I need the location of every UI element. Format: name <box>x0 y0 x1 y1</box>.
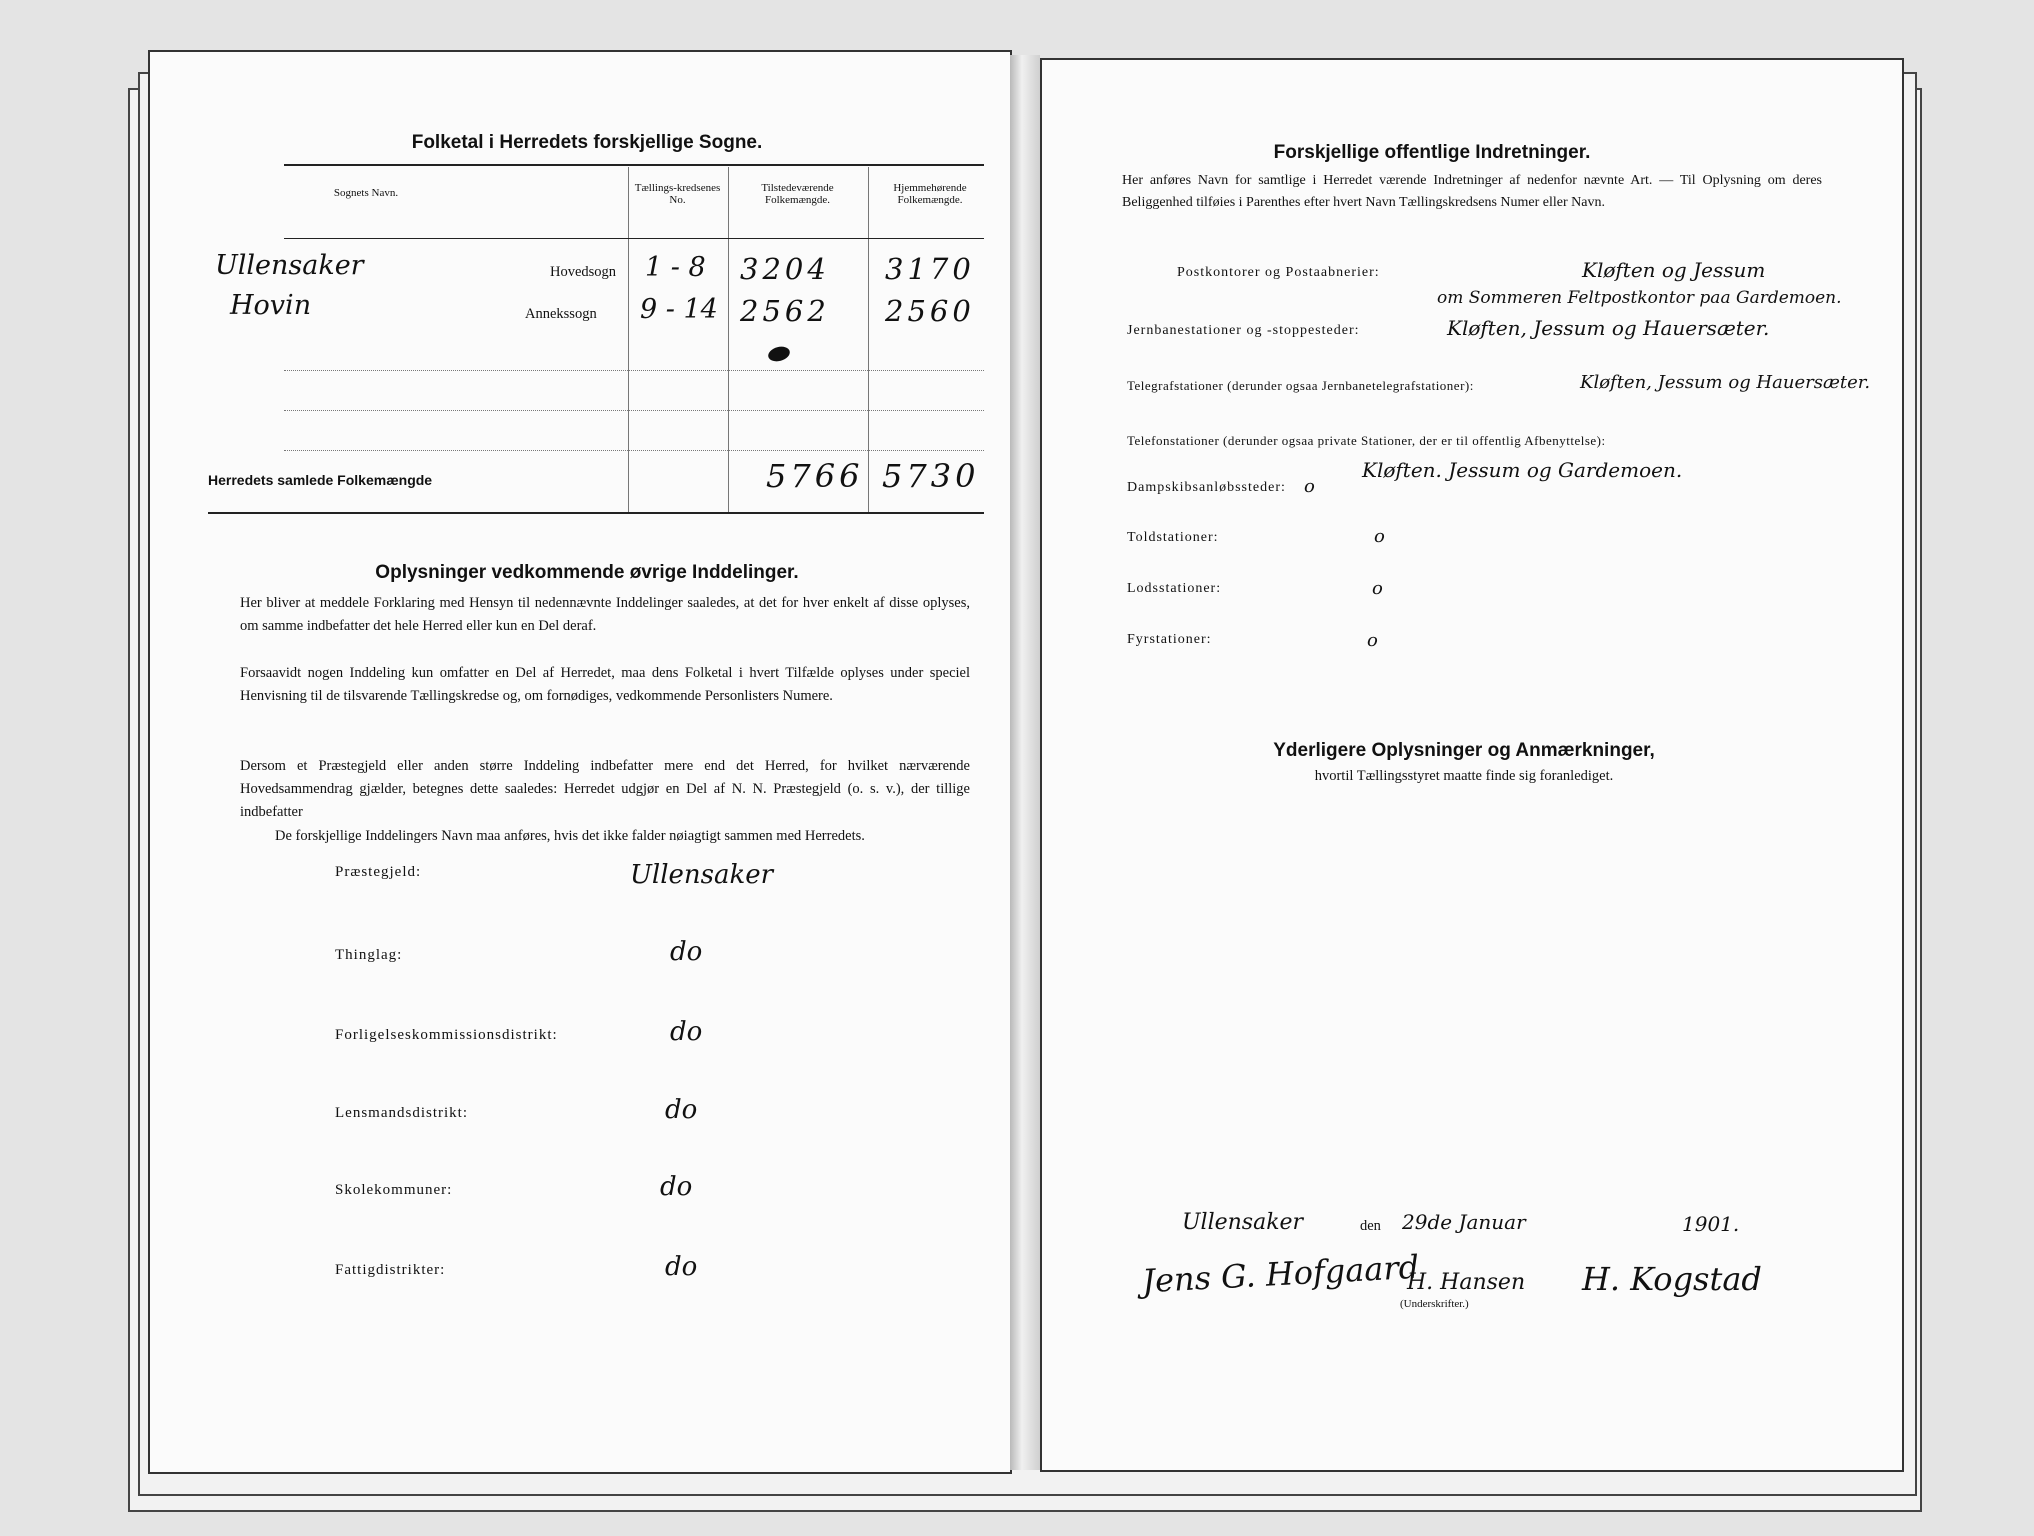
date-den: den <box>1360 1218 1381 1234</box>
column-rule <box>728 167 729 512</box>
total-rule <box>208 512 984 514</box>
left-page <box>148 50 1012 1474</box>
division-value-forligelses: do <box>670 1017 703 1047</box>
paragraph-1: Her bliver at meddele Forklaring med Hensyn til nedennævnte Inddelinger saaledes, at det for hver enkelt af disse oplyses, om samme indbefatter det hele Herred eller kun en Del deraf. <box>240 595 970 634</box>
signature-1: Jens G. Hofgaard <box>1141 1247 1420 1301</box>
right-page <box>1040 58 1904 1472</box>
row1-sogn-name: Ullensaker <box>215 250 364 281</box>
row1-sogn-type: Hovedsogn <box>550 264 617 280</box>
division-label-lensmand: Lensmandsdistrikt: <box>335 1105 468 1121</box>
header-rule <box>284 238 984 239</box>
paragraph-4: De forskjellige Inddelingers Navn maa anføres, hvis det ikke falder nøiagtigt sammen med Herredets. <box>275 828 865 844</box>
total-label: Herredets samlede Folkemængde <box>208 472 433 488</box>
division-label-praestegjeld: Præstegjeld: <box>335 864 422 880</box>
row2-sogn-name: Hovin <box>230 290 312 321</box>
row1-tilstede: 3204 <box>740 252 830 286</box>
empty-row-rule <box>284 410 984 411</box>
total-tilstede: 5766 <box>766 457 864 495</box>
signature-3: H. Kogstad <box>1582 1260 1762 1298</box>
paragraph-2: Forsaavidt nogen Inddeling kun omfatter en Del af Herredet, maa dens Folketal i hvert Tilfælde oplyses under speciel Henvisning til de tilsvarende Tællingskredse og, om fornødiges, vedkommende Personlisters Numere. <box>240 665 970 704</box>
right-page-title: Forskjellige offentlige Indretninger. <box>1273 142 1591 163</box>
division-label-fattig: Fattigdistrikter: <box>335 1262 446 1278</box>
item-label-jernbane: Jernbanestationer og -stoppesteder: <box>1127 323 1360 338</box>
division-value-thinglag: do <box>670 937 703 967</box>
row2-tilstede: 2562 <box>740 294 830 328</box>
column-rule <box>868 167 869 512</box>
header-tilstede: Tilstedeværende Folkemængde. <box>761 182 834 206</box>
item-label-telefon: Telefonstationer (derunder ogsaa private Stationer, der er til offentlig Afbenyttelse): <box>1127 433 1606 448</box>
column-rule <box>628 167 629 512</box>
item-value-post-2: om Sommeren Feltpostkontor paa Gardemoen. <box>1437 288 1842 308</box>
item-value-dampskib: o <box>1304 476 1315 497</box>
table-top-rule <box>284 164 984 166</box>
date-text: 29de Januar <box>1402 1210 1526 1234</box>
division-value-fattig: do <box>665 1252 698 1282</box>
signature-2: H. Hansen <box>1407 1270 1526 1295</box>
item-label-told: Toldstationer: <box>1127 530 1219 545</box>
header-kreds: Tællings-kredsenes No. <box>634 182 721 206</box>
left-page-title: Folketal i Herredets forskjellige Sogne. <box>411 132 763 153</box>
item-label-telegraf: Telegrafstationer (derunder ogsaa Jernbanetelegrafstationer): <box>1127 378 1474 393</box>
left-section2-title: Oplysninger vedkommende øvrige Inddelinger. <box>375 562 799 583</box>
item-label-fyr: Fyrstationer: <box>1127 632 1212 647</box>
right-section2-sub: hvortil Tællingsstyret maatte finde sig foranlediget. <box>1314 768 1614 784</box>
item-label-dampskib: Dampskibsanløbssteder: <box>1127 480 1286 495</box>
item-value-fyr: o <box>1367 630 1378 651</box>
header-sognets-navn: Sognets Navn. <box>333 187 399 199</box>
division-value-skole: do <box>660 1172 693 1202</box>
right-section2-title: Yderligere Oplysninger og Anmærkninger, <box>1273 740 1655 761</box>
item-label-post: Postkontorer og Postaabnerier: <box>1177 265 1380 280</box>
item-value-telefon: Kløften. Jessum og Gardemoen. <box>1362 458 1683 482</box>
book-spine <box>1010 55 1040 1470</box>
division-value-praestegjeld: Ullensaker <box>630 860 774 890</box>
date-year: 1901. <box>1682 1212 1740 1236</box>
item-label-lods: Lodsstationer: <box>1127 581 1222 596</box>
empty-row-rule <box>284 370 984 371</box>
header-hjemme: Hjemmehørende Folkemængde. <box>893 182 967 206</box>
item-value-jernbane: Kløften, Jessum og Hauersæter. <box>1447 316 1770 340</box>
right-intro: Her anføres Navn for samtlige i Herredet værende Indretninger af nedenfor nævnte Art. — Til Oplysning om deres Beliggenhed tilføies i Parenthes efter hvert Navn Tællingskredsens Numer eller Navn. <box>1122 173 1822 210</box>
division-value-lensmand: do <box>665 1095 698 1125</box>
total-hjemme: 5730 <box>882 457 980 495</box>
item-value-told: o <box>1374 526 1385 547</box>
empty-row-rule <box>284 450 984 451</box>
item-value-post: Kløften og Jessum <box>1582 258 1766 282</box>
row2-sogn-type: Annekssogn <box>525 306 597 322</box>
row2-kreds: 9 - 14 <box>640 294 718 325</box>
ink-blot <box>767 344 792 363</box>
item-value-lods: o <box>1372 578 1383 599</box>
division-label-thinglag: Thinglag: <box>335 947 403 963</box>
place-name: Ullensaker <box>1182 1210 1304 1235</box>
division-label-forligelses: Forligelseskommissionsdistrikt: <box>335 1027 558 1043</box>
underskrifter-label: (Underskrifter.) <box>1400 1298 1469 1310</box>
item-value-telegraf: Kløften, Jessum og Hauersæter. <box>1580 372 1871 393</box>
row1-kreds: 1 - 8 <box>645 252 706 283</box>
paragraph-3: Dersom et Præstegjeld eller anden større Inddeling indbefatter mere end det Herred, for hvilket nærværende Hovedsammendrag gjælder, betegnes dette saaledes: Herredet udgjør en Del af N. N. Præstegjeld (o. s. v.), der tillige indbefatter <box>240 758 970 820</box>
row1-hjemme: 3170 <box>885 252 975 286</box>
division-label-skole: Skolekommuner: <box>335 1182 453 1198</box>
row2-hjemme: 2560 <box>885 294 975 328</box>
